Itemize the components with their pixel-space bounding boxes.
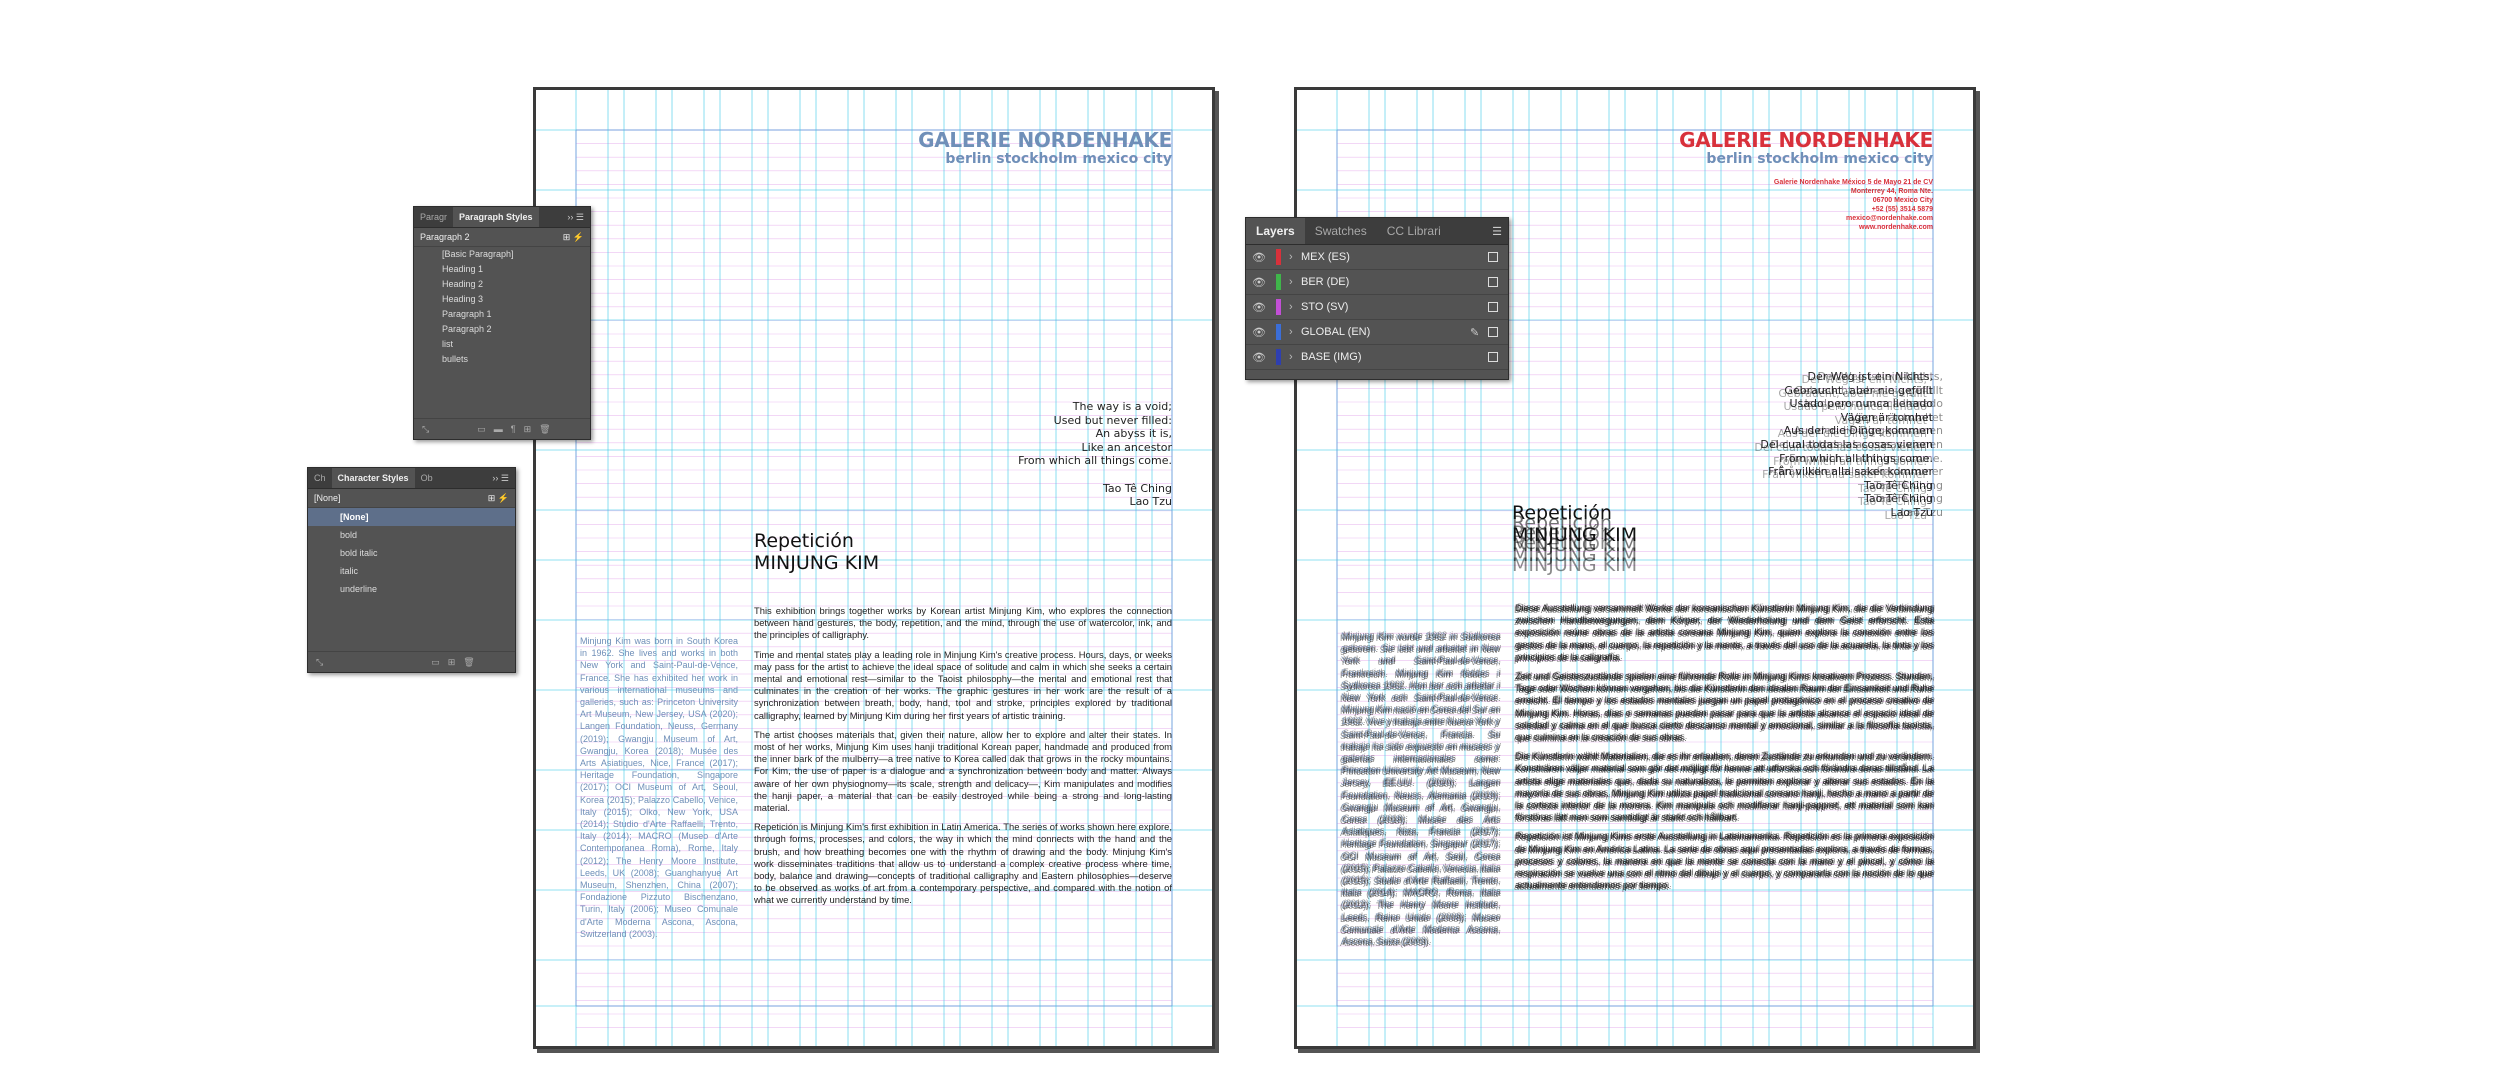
panel-tabs [414,207,590,228]
layer-name: GLOBAL (EN) [1301,326,1371,338]
panel-footer [308,651,515,672]
style-item-selected[interactable]: [None] [308,508,515,526]
trash-icon[interactable]: 🗑 [463,656,475,667]
poem-line: Aus der die Dinge kommen [1783,424,1933,438]
poem-line: Der Weg ist ein Nichts, [1807,370,1933,383]
current-style: [None] [314,493,341,503]
style-item[interactable]: bold [340,530,358,540]
title-line-2: MINJUNG KIM [754,552,880,574]
address-line: mexico@nordenhake.com [1846,215,1933,222]
style-item[interactable]: italic [340,566,359,576]
body-paragraph: Repetición is Minjung Kim's first exhibition in Latin America. The series of works shown here explore, through forms, processes, and colors, the way in which the mind connects with the hand and the brush, and how breathing becomes one with the rhythm of drawing and the body. Minjung Kim's work disseminates traditions that allow us to understand a complex creative process where time, body, balance and drawing—concepts of traditional calligraphy and Eastern philosophies—deserve to be observed as works of art from a contemporary perspective, and compared with the notion of what we currently understand by time. [754,821,1172,906]
target-box-icon[interactable] [1488,352,1498,362]
group-icon[interactable]: ▬ [493,424,503,434]
poem-line: From which all things come. [1779,451,1933,465]
target-box-icon[interactable] [1488,302,1498,312]
tab-paragraph[interactable]: Paragr [420,212,448,222]
new-style-icon[interactable]: ⊞ ⚡ [487,493,509,503]
tab-character[interactable]: Ch [314,473,326,483]
poem-line: Gebraucht, aber nie gefüllt [1784,383,1933,397]
address-line: Galerie Nordenhake México 5 de Mayo 21 de CV [1773,179,1933,186]
title-line-1: Repetición [754,530,854,552]
body-paragraph: Die Künstlerin wählt Materialien, die es ihr erlauben, deren Zustände zu erkunden und zu verändern. Konstnären väljer material som gör det möjligt för henne att utforska och förändra deras tillstånd. La artista elige materiales que, dada su naturaleza, le permiten explorar y alterar sus estados. En la mayoría de sus obras, Minjung Kim utiliza papel tradicional coreano hanji, hecho a mano a partir de la corteza interior de la morera. Kim manipula och modifierar hanji-pappret, ett material som kan förstöras lätt men som samtidigt är starkt och hållbart. [1515,750,1933,823]
layer-color-swatch [1276,299,1281,315]
style-item[interactable]: underline [340,584,378,594]
logo-cities: berlin stockholm mexico city [1706,151,1933,167]
logo-cities: berlin stockholm mexico city [945,151,1172,167]
clear-overrides-icon[interactable]: ¶ [510,424,516,434]
style-item[interactable]: bold italic [340,548,378,558]
visibility-eye-icon[interactable]: 👁 [1252,326,1266,339]
poem-line: Lao Tzu [1129,495,1172,509]
style-item[interactable]: Heading 2 [442,279,484,289]
folder-icon[interactable]: ▭ [431,656,440,667]
tab-character-styles[interactable]: Character Styles [332,468,415,488]
layer-color-swatch [1276,249,1281,265]
address-line: 06700 Mexico City [1872,197,1933,204]
body-paragraph: Zeit und Geisteszustände spielen eine führende Rolle in Minjung Kims kreativem Prozess. Stunden, Tage oder Wochen können vergehen, bis die Künstlerin den idealen Raum der Einsamkeit und Ruhe erreicht. El tiempo y los estados mentales juegan un papel protagónico en el proceso creativo de Minjung Kim. Horas, días o semanas pueden pasar para que la artista alcance el espacio ideal de soledad y calma en el que busca cierto descanso mental y emocional, similar a la filosofía taoísta, que culmina en la creación de sus obras. [1515,670,1933,743]
body-paragraph: Time and mental states play a leading role in Minjung Kim's creative process. Hours, days, or weeks may pass for the artist to achieve the ideal space of solitude and calm in which she seeks a certain mental and emotional rest—similar to the Taoist philosophy—the mental and emotional rest that culminates in the creation of her works. The graphic gestures in her work are the result of a synchronization between breath, body, hand, tool and stroke, principles explored by traditional calligraphy, learned by Minjung Kim during her first years of artistic training. [754,648,1172,721]
current-style: Paragraph 2 [420,232,470,242]
poem-line: An abyss it is, [1095,427,1172,441]
style-item[interactable]: Heading 3 [442,294,484,304]
poem-line: Lao Tzu [1890,505,1933,519]
layer-row[interactable] [1246,320,1508,345]
visibility-eye-icon[interactable]: 👁 [1252,276,1266,289]
new-style-icon[interactable]: ⊞ [523,423,532,434]
layer-color-swatch [1276,324,1281,340]
panel-tabs [308,468,515,489]
target-box-icon[interactable] [1488,327,1498,337]
title-line-1: Repetición [1512,502,1612,524]
tab-swatches[interactable]: Swatches [1314,224,1367,238]
layer-name: BER (DE) [1301,276,1350,288]
expand-chevron-icon[interactable]: › [1289,326,1293,338]
tab-cc-libraries[interactable]: CC Librari [1386,224,1441,238]
document-page-1[interactable] [533,87,1215,1049]
current-style-row [414,228,590,247]
body-paragraph: Diese Ausstellung versammelt Werke der koreanischen Künstlerin Minjung Kim, die die Verbindung zwischen Handbewegungen, dem Körper, der Wiederholung und dem Geist erforscht. Esta exposición reúne obras de la artista coreana Minjung Kim, quien explora la conexión entre los gestos de la mano, el cuerpo, la repetición y la mente, a través del uso de la acuarela, la tinta y los principios de la caligrafía. [1515,602,1933,662]
layer-name: BASE (IMG) [1301,351,1362,363]
trash-icon[interactable]: 🗑 [539,423,551,434]
target-box-icon[interactable] [1488,277,1498,287]
body-paragraph: Repetición ist Minjung Kims erste Ausstellung in Lateinamerika. Repetición es la primera exposición de Minjung Kim en América Latina. La serie de obras aquí presentadas explora, a través de formas, procesos y colores, la manera en que la mente se conecta con la mano y el pincel, y cómo la respiración se vuelve una con el ritmo del dibujo y el cuerpo, y compararla con la noción de lo que actualmente entendemos por tiempo. [1515,830,1933,891]
layer-row[interactable] [1246,245,1508,270]
target-box-icon[interactable] [1488,252,1498,262]
expand-chevron-icon[interactable]: › [1289,351,1293,363]
style-item[interactable]: Paragraph 1 [442,309,492,319]
pencil-icon: ✎ [1470,326,1480,339]
address-text-frame[interactable] [1774,178,1933,232]
body-text-frame[interactable] [754,605,1172,914]
current-style-row [308,489,515,508]
poem-line [1018,468,1172,482]
tab-paragraph-styles[interactable]: Paragraph Styles [453,207,539,227]
visibility-eye-icon[interactable]: 👁 [1252,301,1266,314]
visibility-eye-icon[interactable]: 👁 [1252,251,1266,264]
logo-title: GALERIE NORDENHAKE [1679,128,1933,152]
title-text-frame[interactable] [1512,502,1637,546]
poem-line: Vägen är tomhet [1840,410,1933,424]
gallery-logo [918,130,1172,166]
poem-text-frame[interactable] [1018,400,1172,509]
poem-line: Like an ancestor [1081,440,1172,454]
style-item[interactable]: Heading 1 [442,264,484,274]
body-paragraph: This exhibition brings together works by Korean artist Minjung Kim, who explores the connection between hand gestures, the body, repetition, and the mind, through the use of watercolor, ink, and the principles of calligraphy. [754,605,1172,641]
expand-chevron-icon[interactable]: › [1289,276,1293,288]
style-item[interactable]: list [442,339,453,349]
gallery-logo [1679,130,1933,166]
body-text-frame[interactable] [1515,602,1933,898]
logo-title: GALERIE NORDENHAKE [918,128,1172,152]
bio-text-frame[interactable]: Minjung Kim wurde 1962 in Südkorea geboren. Sie lebt und arbeitet in New York und Saint-Paul-de-Vence, Frankreich. Minjung Kim föddes i Sydkorea 1962. Hon bor och arbetar i New York och Saint-Paul-de-Vence. Minjung Kim nació en Corea del Sur en 1962. Vive y trabaja entre Nueva York y Saint-Paul-de-Vence, Francia. Su trabajo ha sido expuesto en museos y galerías internacionales como: Princeton University Art Museum, New Jersey, EE.UU. (2020); Langen Foundation, Neuss, Alemania (2019); Gwangju Museum of Art, Gwangju, Corea (2018); Musée des Arts Asiatiques, Niza, Francia (2017); Heritage Foundation, Singapur (2017); OCI Museum of Art, Seúl, Corea (2015); Palazzo Cabello, Venecia, Italia (2015); Studio d'Arte Raffaelli, Trento, Italia (2014); MACRO, Roma, Italia (2012); The Henry Moore Institute, Leeds, Reino Unido (2008); Museo Comunale d'Arte Moderna Ascona, Ascona, Suiza (2003). [1341,631,1499,947]
panel-menu-icon[interactable]: ☰ [1492,225,1502,238]
tab-object-styles[interactable]: Ob [420,473,433,483]
character-styles-panel[interactable] [307,467,516,673]
resize-icon[interactable]: ⤡ [316,656,324,667]
panel-menu-icon[interactable]: ›› ☰ [492,472,509,483]
new-style-icon[interactable]: ⊞ ⚡ [562,232,584,242]
poem-line: Tao Tê Ching [1864,478,1933,492]
layer-name: MEX (ES) [1301,251,1350,263]
poem-line: Del cual todas las cosas vienen [1760,437,1933,451]
layer-color-swatch [1276,349,1281,365]
poem-line: Used but never filled: [1053,413,1172,427]
resize-icon[interactable]: ⤡ [422,423,430,434]
poem-line: Tao Tê Ching [1103,481,1172,495]
paragraph-styles-panel[interactable] [413,206,591,440]
poem-line: From which all things come. [1018,454,1172,468]
poem-line: The way is a void; [1072,400,1172,413]
poem-text-frame[interactable] [1760,370,1933,520]
panel-footer [414,418,590,439]
panel-menu-icon[interactable]: ›› ☰ [567,211,584,222]
layer-row[interactable] [1246,270,1508,295]
address-line: Monterrey 44, Roma Nte. [1850,188,1933,195]
panel-tabs [1246,218,1508,245]
address-line: +52 (55) 3514 5879 [1871,206,1933,213]
address-line: www.nordenhake.com [1858,224,1933,231]
expand-chevron-icon[interactable]: › [1289,301,1293,313]
title-text-frame[interactable] [754,530,879,574]
layer-row[interactable] [1246,295,1508,320]
poem-line: Tao Tê Ching [1864,492,1933,506]
poem-line: Från vilken alla saker kommer [1768,465,1933,479]
title-line-2: MINJUNG KIM [1512,524,1638,546]
new-style-icon[interactable]: ⊞ [447,656,456,667]
poem-line: Usado pero nunca llenado [1789,397,1933,411]
bio-text-frame[interactable]: Minjung Kim was born in South Korea in 1962. She lives and works in both New York and Saint-Paul-de-Vence, France. She has exhibited her work in various international museums and galleries, such as: Princeton University Art Museum, New Jersey, USA (2020); Langen Foundation, Neuss, Germany (2019); Gwangju Museum of Art, Gwangju, Korea (2018); Musée des Arts Asiatiques, Nice, France (2017); Heritage Foundation, Singapore (2017); OCI Museum of Art, Seoul, Korea (2015); Palazzo Cabello, Venice, Italy (2015); Olko, New York, USA (2014); Studio d'Arte Raffaelli, Trento, Italy (2014); MACRO (Museo d'Arte Contemporanea Roma), Rome, Italy (2012); The Henry Moore Institute, Leeds, UK (2008); Guanghanyue Art Museum, Shenzhen, China (2007); Fondazione Pizzuto Bischenzano, Turin, Italy (2006); Museo Comunale d'Arte Moderna Ascona, Ascona, Switzerland (2003). [580,636,738,939]
layer-row[interactable] [1246,345,1508,370]
visibility-eye-icon[interactable]: 👁 [1252,351,1266,364]
style-item[interactable]: [Basic Paragraph] [442,249,514,259]
layer-color-swatch [1276,274,1281,290]
body-paragraph: The artist chooses materials that, given their nature, allow her to explore and alter their states. In most of her works, Minjung Kim uses hanji traditional Korean paper, handmade and produced from the inner bark of the mulberry—a tree native to Korea called dak that grows in the rocky mountains. For Kim, the use of paper is a dialogue and a synchronization between body and matter. Always aware of her own physiognomy—its scale, strength and delicacy—, Kim manipulates and modifies the hanji paper, a material that can be easily destroyed while being a strong and long-lasting material. [754,728,1172,814]
layers-panel[interactable] [1245,217,1509,380]
expand-chevron-icon[interactable]: › [1289,251,1293,263]
style-item[interactable]: Paragraph 2 [442,324,492,334]
folder-icon[interactable]: ▭ [477,423,486,434]
style-item[interactable]: bullets [442,354,469,364]
tab-layers[interactable]: Layers [1246,218,1305,244]
layer-name: STO (SV) [1301,301,1349,313]
